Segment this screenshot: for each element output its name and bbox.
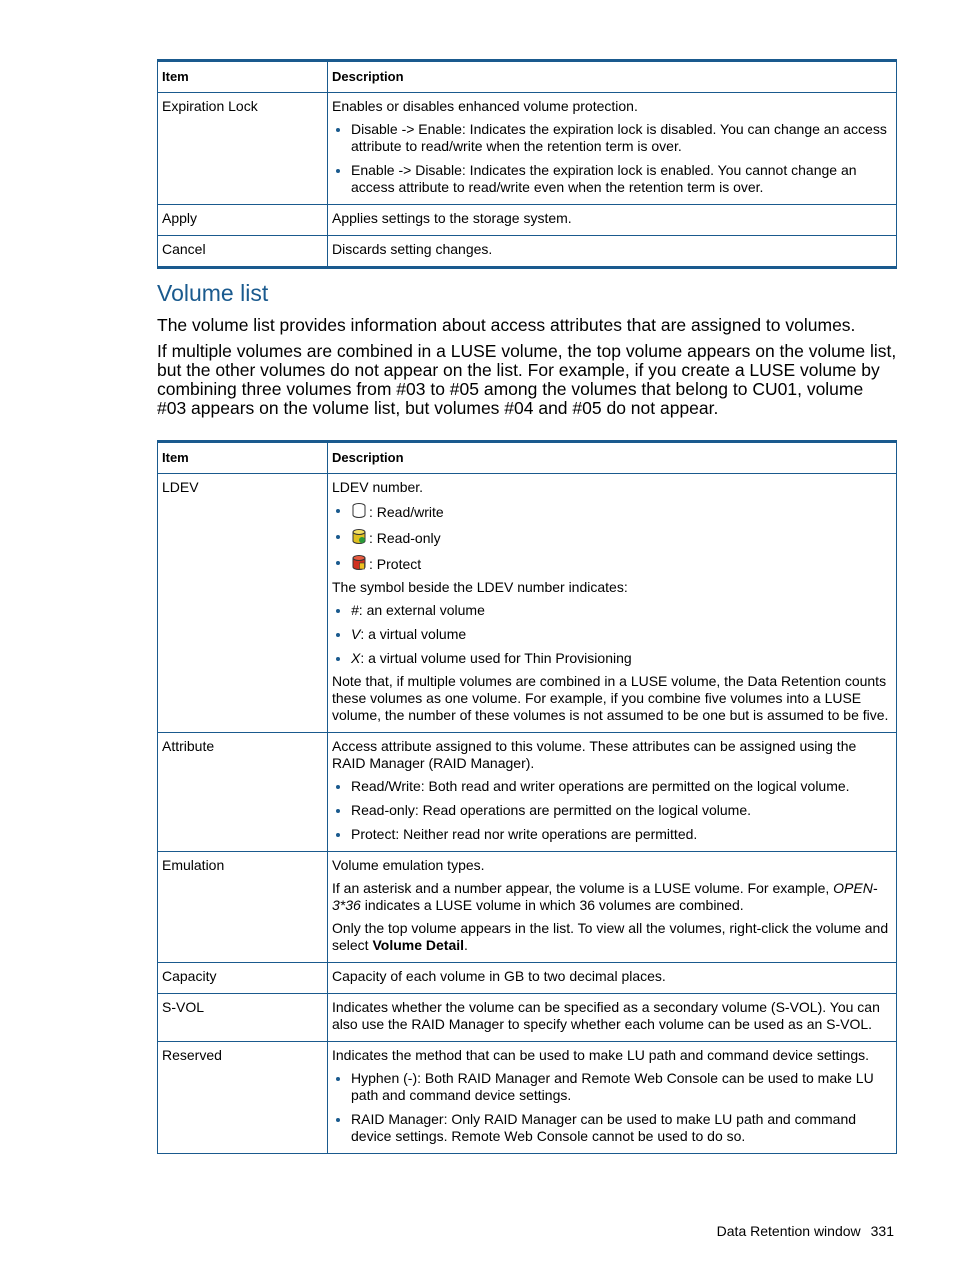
luse-paragraph: If multiple volumes are combined in a LUSE volume, the top volume appears on the volume list, but the other volumes do not appear on the list. For example, if you create a LUSE volume by combining three volumes from #03 to #05 among the volumes that belong to CU01, volume #03 appears on the volume list, but volumes #04 and #05 do not appear. bbox=[157, 341, 897, 418]
table-row bbox=[158, 474, 897, 733]
description-header: Description bbox=[328, 61, 897, 93]
table-row bbox=[158, 93, 897, 205]
table-header-row bbox=[158, 442, 897, 474]
symbol: V bbox=[351, 626, 361, 642]
list-item-text: : a virtual volume bbox=[360, 626, 467, 642]
note-text: Note that, if multiple volumes are combined in a LUSE volume, the Data Retention counts these volumes as one volume. For example, if you combine five volumes into a LUSE volume, the number of these volumes is not assumed to be one but is assumed to be five. bbox=[332, 673, 889, 723]
list-item: Disable -> Enable: Indicates the expiration lock is disabled. You can change an access attribute to read/write when the retention term is over. bbox=[332, 121, 891, 155]
list-item: Hyphen (-): Both RAID Manager and Remote Web Console can be used to make LU path and command device settings. bbox=[332, 1070, 891, 1104]
bullet-list bbox=[332, 121, 891, 196]
list-item bbox=[332, 626, 891, 643]
table-row bbox=[158, 205, 897, 236]
text-run: If an asterisk and a number appear, the volume is a LUSE volume. For example, bbox=[332, 880, 834, 896]
protect-volume-icon bbox=[351, 554, 367, 571]
list-item: Enable -> Disable: Indicates the expiration lock is enabled. You cannot change an access attribute to read/write even when the retention term is over. bbox=[332, 162, 891, 196]
bullet-list bbox=[332, 1070, 891, 1145]
table-row bbox=[158, 852, 897, 963]
item-cell: Expiration Lock bbox=[158, 93, 328, 205]
bullet-list bbox=[332, 778, 891, 843]
description-text: Indicates the method that can be used to make LU path and command device settings. bbox=[332, 1047, 869, 1063]
description-cell bbox=[328, 852, 897, 963]
list-item: Read/Write: Both read and writer operations are permitted on the logical volume. bbox=[332, 778, 891, 795]
list-item bbox=[332, 650, 891, 667]
item-cell: Reserved bbox=[158, 1042, 328, 1154]
item-cell: Cancel bbox=[158, 236, 328, 268]
table-row bbox=[158, 236, 897, 268]
list-item bbox=[332, 528, 891, 547]
description-text: The symbol beside the LDEV number indicates: bbox=[332, 579, 628, 595]
list-item-text: : a virtual volume used for Thin Provisioning bbox=[360, 650, 632, 666]
intro-paragraph: The volume list provides information about access attributes that are assigned to volumes. bbox=[157, 315, 856, 335]
symbol: X bbox=[351, 650, 361, 666]
description-cell bbox=[328, 474, 897, 733]
list-item: Read-only: Read operations are permitted on the logical volume. bbox=[332, 802, 891, 819]
item-cell: Emulation bbox=[158, 852, 328, 963]
list-item-text: : Read/write bbox=[369, 504, 444, 520]
list-item bbox=[332, 502, 891, 521]
description-cell: Capacity of each volume in GB to two decimal places. bbox=[328, 963, 897, 994]
description-text: Access attribute assigned to this volume. These attributes can be assigned using the RAID Manager (RAID Manager). bbox=[332, 738, 857, 771]
list-item bbox=[332, 554, 891, 573]
read-write-volume-icon bbox=[351, 502, 367, 519]
read-only-volume-icon bbox=[351, 528, 367, 545]
table-row bbox=[158, 733, 897, 852]
item-cell: LDEV bbox=[158, 474, 328, 733]
symbol: # bbox=[351, 602, 359, 618]
symbol-list bbox=[332, 602, 891, 667]
list-item-text: : Read-only bbox=[369, 530, 441, 546]
item-header: Item bbox=[158, 61, 328, 93]
example-text: OPEN-3*36 bbox=[332, 880, 878, 913]
list-item-text: : Protect bbox=[369, 556, 422, 572]
list-item-text: : an external volume bbox=[358, 602, 485, 618]
list-item: RAID Manager: Only RAID Manager can be used to make LU path and command device settings. Remote Web Console cannot be used to do so. bbox=[332, 1111, 891, 1145]
table-row bbox=[158, 994, 897, 1042]
description-text: LDEV number. bbox=[332, 479, 424, 495]
list-item bbox=[332, 602, 891, 619]
description-text bbox=[332, 920, 891, 954]
item-cell: Apply bbox=[158, 205, 328, 236]
description-header: Description bbox=[328, 442, 897, 474]
description-cell: Indicates whether the volume can be specified as a secondary volume (S-VOL). You can also use the RAID Manager to specify whether each volume can be used as an S-VOL. bbox=[328, 994, 897, 1042]
description-cell bbox=[328, 1042, 897, 1154]
item-header: Item bbox=[158, 442, 328, 474]
list-item: Protect: Neither read nor write operations are permitted. bbox=[332, 826, 891, 843]
description-cell: Discards setting changes. bbox=[328, 236, 897, 268]
table-row bbox=[158, 1042, 897, 1154]
item-cell: Attribute bbox=[158, 733, 328, 852]
description-text: Enables or disables enhanced volume protection. bbox=[332, 98, 638, 114]
footer-label: Data Retention window bbox=[716, 1223, 861, 1239]
text-run: indicates a LUSE volume in which 36 volumes are combined. bbox=[360, 897, 744, 913]
icon-list bbox=[332, 502, 891, 573]
description-cell bbox=[328, 93, 897, 205]
text-run: Only the top volume appears in the list. To view all the volumes, right-click the volume and select bbox=[332, 920, 889, 953]
item-cell: S-VOL bbox=[158, 994, 328, 1042]
description-text bbox=[332, 880, 891, 914]
item-cell: Capacity bbox=[158, 963, 328, 994]
text-run: . bbox=[464, 937, 468, 953]
menu-name: Volume Detail bbox=[372, 937, 465, 953]
page-number: 331 bbox=[870, 1223, 894, 1239]
description-cell bbox=[328, 733, 897, 852]
section-title: Volume list bbox=[157, 280, 269, 306]
volume-list-table bbox=[157, 440, 897, 1154]
table-row bbox=[158, 963, 897, 994]
settings-table bbox=[157, 59, 897, 269]
table-header-row bbox=[158, 61, 897, 93]
description-text: Volume emulation types. bbox=[332, 857, 485, 873]
page-footer bbox=[707, 1223, 894, 1239]
description-cell: Applies settings to the storage system. bbox=[328, 205, 897, 236]
